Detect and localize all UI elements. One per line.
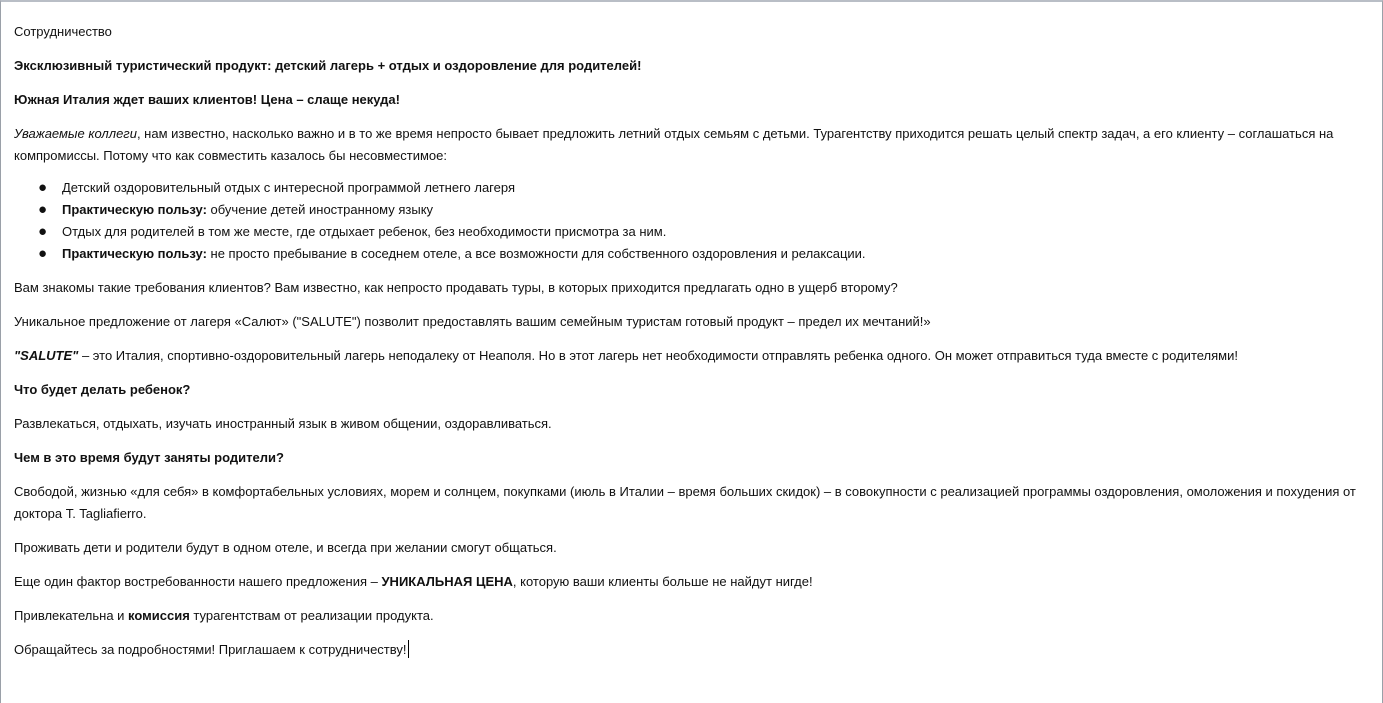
child-heading: Что будет делать ребенок? <box>14 382 191 397</box>
together-paragraph: Проживать дети и родители будут в одном отеле, и всегда при желании смогут общаться. <box>14 540 557 555</box>
bullet-icon: ● <box>38 201 48 218</box>
price-paragraph: Еще один фактор востребованности нашего предложения – УНИКАЛЬНАЯ ЦЕНА, которую ваши клиенты больше не найдут нигде! <box>14 574 813 589</box>
title-line-2: Южная Италия ждет ваших клиентов! Цена – слаще некуда! <box>14 92 400 107</box>
offer-paragraph: Уникальное предложение от лагеря «Салют» ("SALUTE") позволит предоставлять вашим семейным туристам готовый продукт – предел их мечтаний!» <box>14 314 931 329</box>
text-cursor <box>408 640 409 658</box>
document-heading: Сотрудничество <box>14 24 112 39</box>
bullet-icon: ● <box>38 223 48 240</box>
list-item: ● Практическую пользу: не просто пребывание в соседнем отеле, а все возможности для собственного оздоровления и релаксации. <box>62 243 1362 265</box>
intro-paragraph: Уважаемые коллеги, нам известно, насколько важно и в то же время непросто бывает предложить летний отдых семьям с детьми. Турагентству приходится решать целый спектр задач, а его клиенту – соглашаться на компромиссы. Потому что как совместить казалось бы несовместимое: <box>14 126 1334 163</box>
parents-heading: Чем в это время будут заняты родители? <box>14 450 284 465</box>
bullet-icon: ● <box>38 245 48 262</box>
title-line-1: Эксклюзивный туристический продукт: детский лагерь + отдых и оздоровление для родителей! <box>14 58 642 73</box>
salute-paragraph: "SALUTE" – это Италия, спортивно-оздоровительный лагерь неподалеку от Неаполя. Но в этот лагерь нет необходимости отправлять ребенка одного. Он может отправиться туда вместе с родителями! <box>14 348 1238 363</box>
closing-paragraph: Обращайтесь за подробностями! Приглашаем к сотрудничеству! <box>14 642 407 657</box>
list-item: ● Практическую пользу: обучение детей иностранному языку <box>62 199 1362 221</box>
child-paragraph: Развлекаться, отдыхать, изучать иностранный язык в живом общении, оздоравливаться. <box>14 416 552 431</box>
commission-paragraph: Привлекательна и комиссия турагентствам от реализации продукта. <box>14 608 434 623</box>
bullet-icon: ● <box>38 179 48 196</box>
list-item: ● Детский оздоровительный отдых с интересной программой летнего лагеря <box>62 177 1362 199</box>
document-body[interactable] <box>14 21 1362 673</box>
benefits-list <box>14 177 1362 265</box>
question-paragraph: Вам знакомы такие требования клиентов? Вам известно, как непросто продавать туры, в которых приходится предлагать одно в ущерб второму? <box>14 280 898 295</box>
parents-paragraph: Свободой, жизнью «для себя» в комфортабельных условиях, морем и солнцем, покупками (июль в Италии – время больших скидок) – в совокупности с реализацией программы оздоровления, омоложения и похудения от доктора T. Tagliafierro. <box>14 484 1356 521</box>
intro-italic: Уважаемые коллеги <box>14 126 137 141</box>
list-item: ● Отдых для родителей в том же месте, где отдыхает ребенок, без необходимости присмотра за ним. <box>62 221 1362 243</box>
